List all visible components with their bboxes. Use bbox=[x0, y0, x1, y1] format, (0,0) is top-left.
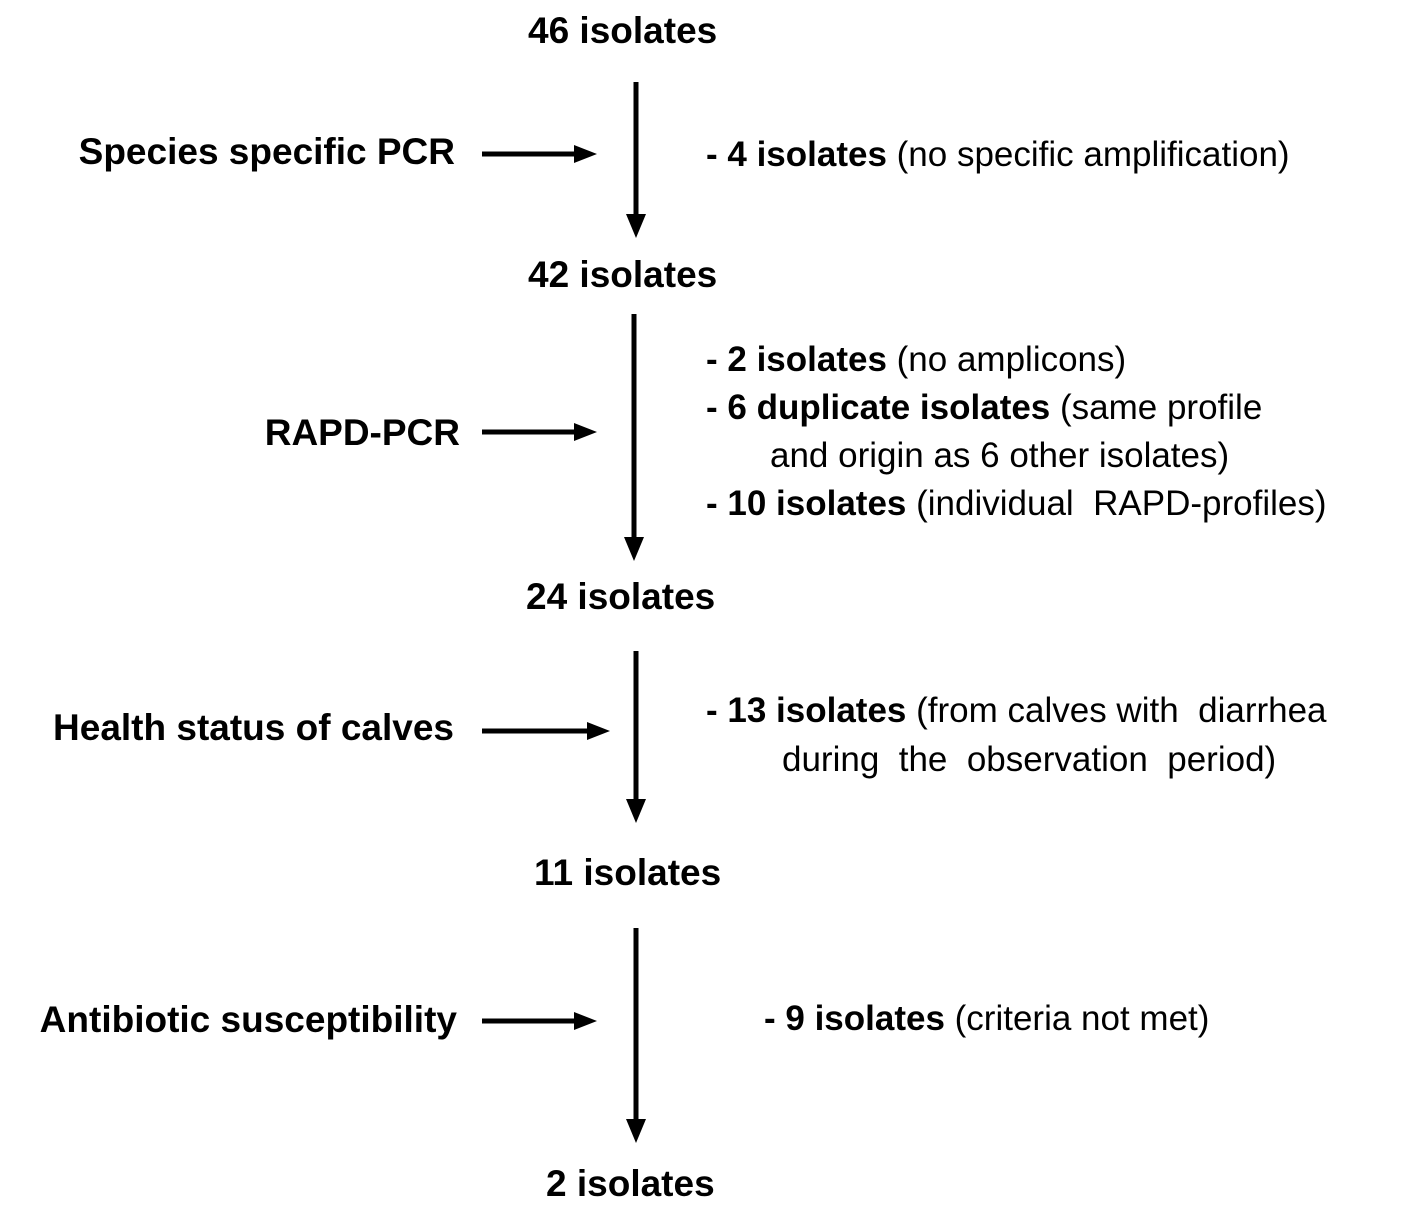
exclusion-line bbox=[764, 996, 1209, 1042]
right-arrow-4 bbox=[482, 1012, 597, 1030]
exclusion-line bbox=[706, 336, 1327, 384]
stage-count-5: 2 isolates bbox=[546, 1163, 715, 1204]
exclusion-count: - 10 isolates bbox=[706, 484, 907, 523]
exclusion-line bbox=[706, 686, 1327, 735]
exclusion-line bbox=[706, 480, 1327, 528]
exclusion-line bbox=[706, 384, 1327, 432]
exclusion-reason: (criteria not met) bbox=[944, 999, 1210, 1038]
down-arrow-3 bbox=[626, 651, 646, 823]
exclusion-count: - 4 isolates bbox=[706, 135, 887, 174]
exclusion-count: - 6 duplicate isolates bbox=[706, 388, 1051, 427]
right-arrow-2 bbox=[482, 423, 597, 441]
exclusion-antibiotic bbox=[764, 996, 1209, 1042]
exclusion-reason: (from calves with diarrhea bbox=[906, 691, 1327, 730]
step-label-rapd-pcr: RAPD-PCR bbox=[264, 412, 460, 453]
step-label-antibiotic: Antibiotic susceptibility bbox=[39, 999, 457, 1040]
down-arrow-1 bbox=[626, 82, 646, 238]
stage-count-2: 42 isolates bbox=[528, 254, 718, 295]
exclusion-rapd-pcr bbox=[706, 336, 1327, 528]
exclusion-reason: (no amplicons) bbox=[886, 340, 1127, 379]
exclusion-reason: (no specific amplification) bbox=[886, 135, 1290, 174]
right-arrow-3 bbox=[482, 722, 610, 740]
stage-count-3: 24 isolates bbox=[526, 576, 716, 617]
exclusion-continuation: and origin as 6 other isolates) bbox=[770, 436, 1230, 475]
exclusion-line bbox=[706, 132, 1290, 178]
exclusion-count: - 9 isolates bbox=[764, 999, 945, 1038]
exclusion-count: - 13 isolates bbox=[706, 691, 907, 730]
exclusion-reason: (same profile bbox=[1050, 388, 1263, 427]
stage-count-4: 11 isolates bbox=[534, 852, 722, 893]
right-arrow-1 bbox=[482, 145, 597, 163]
down-arrow-2 bbox=[624, 314, 644, 561]
stage-count-1: 46 isolates bbox=[528, 10, 718, 51]
step-label-species-pcr: Species specific PCR bbox=[78, 131, 455, 172]
exclusion-continuation: during the observation period) bbox=[782, 740, 1277, 779]
exclusion-count: - 2 isolates bbox=[706, 340, 887, 379]
exclusion-health-status bbox=[706, 686, 1327, 784]
exclusion-reason: (individual RAPD-profiles) bbox=[906, 484, 1327, 523]
down-arrow-4 bbox=[626, 928, 646, 1143]
step-label-health-status: Health status of calves bbox=[53, 707, 454, 748]
exclusion-species-pcr bbox=[706, 132, 1290, 178]
